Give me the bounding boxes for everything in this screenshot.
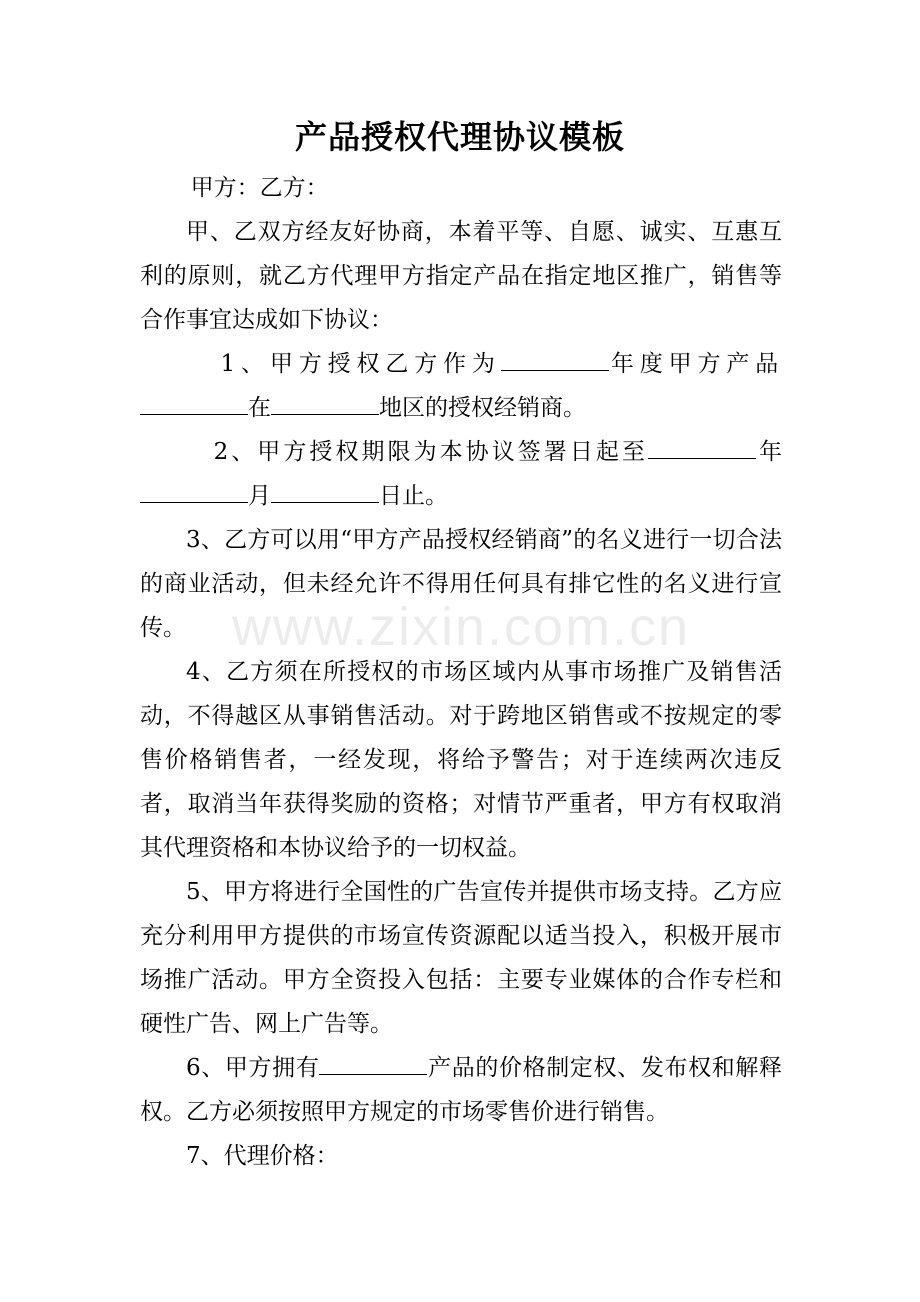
clause-2-text-c: 月 (248, 483, 271, 509)
parties-line: 甲方：乙方： (190, 175, 329, 201)
clause-2-text-b: 年 (755, 439, 782, 465)
fill-blank-region[interactable] (271, 392, 379, 415)
clause-6-text-b: 产品的价格制定权、发布权和解释权。乙方必须按照甲方规定的市场零售价进行销售。 (140, 1055, 782, 1125)
clause-1-text-a: 1、甲方授权乙方作为 (220, 351, 501, 377)
clause-6-text-a: 6、甲方拥有 (186, 1055, 320, 1081)
clause-3: 3、乙方可以用“甲方产品授权经销商”的名义进行一切合法的商业活动，但未经允许不得用任何具有排它性的名义进行宣传。 (140, 527, 782, 641)
fill-blank-end-month[interactable] (140, 480, 248, 503)
fill-blank-end-day[interactable] (271, 480, 379, 503)
clause-6 (140, 1046, 782, 1134)
fill-blank-year[interactable] (501, 348, 609, 371)
clause-2-text-a: 2、甲方授权期限为本协议签署日起至 (213, 439, 648, 465)
page-title: 产品授权代理协议模板 (294, 118, 625, 156)
clause-2 (140, 430, 782, 518)
clause-1-text-c: 在 (248, 395, 271, 421)
clause-1-text-b: 年度甲方产品 (608, 351, 782, 377)
watermark: www.zixin.com.cn (232, 597, 691, 657)
fill-blank-end-year[interactable] (648, 436, 756, 459)
clause-7: 7、代理价格： (186, 1143, 339, 1169)
intro-paragraph: 甲、乙双方经友好协商，本着平等、自愿、诚实、互惠互利的原则，就乙方代理甲方指定产品在指定地区推广，销售等合作事宜达成如下协议： (140, 219, 782, 333)
clause-2-text-d: 日止。 (379, 483, 448, 509)
clause-4: 4、乙方须在所授权的市场区域内从事市场推广及销售活动，不得越区从事销售活动。对于跨地区销售或不按规定的零售价格销售者，一经发现，将给予警告；对于连续两次违反者，取消当年获得奖励的资格；对情节严重者，甲方有权取消其代理资格和本协议给予的一切权益。 (140, 659, 782, 861)
fill-blank-product[interactable] (140, 392, 248, 415)
fill-blank-product-name[interactable] (319, 1052, 427, 1075)
clause-1 (140, 342, 782, 430)
document-body (140, 166, 782, 1178)
clause-5: 5、甲方将进行全国性的广告宣传并提供市场支持。乙方应充分利用甲方提供的市场宣传资源配以适当投入，积极开展市场推广活动。甲方全资投入包括：主要专业媒体的合作专栏和硬性广告、网上广告等。 (140, 879, 782, 1037)
clause-1-text-d: 地区的授权经销商。 (379, 395, 586, 421)
